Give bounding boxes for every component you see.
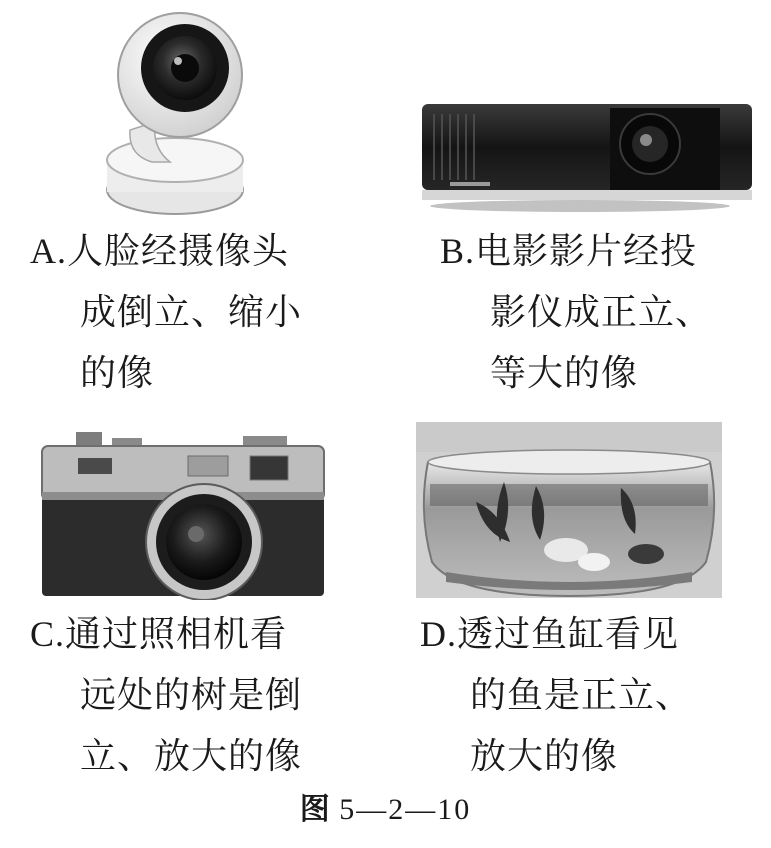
option-d-line-2: 的鱼是正立、 [470,675,693,716]
option-c-line-2: 远处的树是倒 [80,675,303,716]
fish-bowl-image [416,422,722,598]
option-d-letter: D. [420,614,457,654]
figure-prefix: 图 [299,792,330,827]
option-c-letter: C. [30,614,66,654]
option-d-caption [420,604,692,787]
option-a-line-1: 人脸经摄像头 [67,231,290,272]
option-b-caption [440,221,712,404]
option-b-line-2: 影仪成正立、 [490,292,713,333]
option-a-caption [30,221,302,404]
projector-image [420,100,756,215]
option-b-letter: B. [440,231,476,271]
option-a-line-3: 的像 [80,353,155,394]
figure-caption [0,790,771,830]
security-camera-image [100,10,250,220]
option-b-line-1: 电影影片经投 [475,231,698,272]
option-a-letter: A. [30,231,67,271]
option-d-line-3: 放大的像 [470,736,619,777]
option-c-caption [30,604,302,787]
figure-number: 5—2—10 [339,793,472,826]
option-c-line-1: 通过照相机看 [65,614,288,655]
option-b-line-3: 等大的像 [490,353,639,394]
option-d-line-1: 透过鱼缸看见 [457,614,680,655]
option-a-line-2: 成倒立、缩小 [80,292,303,333]
option-c-line-3: 立、放大的像 [80,736,303,777]
camera-image [38,430,328,600]
